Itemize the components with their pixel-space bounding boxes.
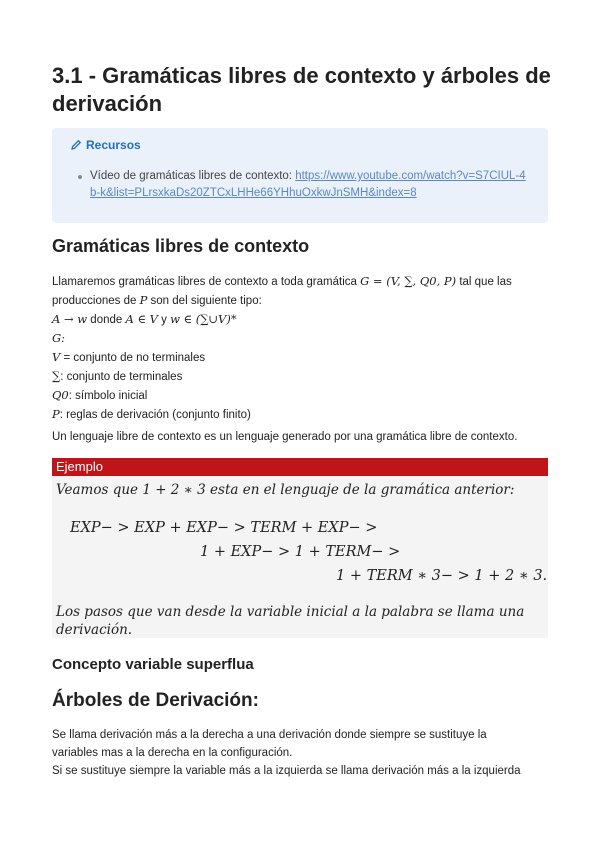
derivation-line-3: 1 + TERM ∗ 3− > 1 + 2 ∗ 3. xyxy=(336,568,548,584)
example-box xyxy=(52,458,548,638)
rule-form: A → w xyxy=(52,312,88,326)
resources-heading xyxy=(70,138,141,152)
example-conclusion-cont: derivación. xyxy=(56,622,133,638)
example-conclusion: Los pasos que van desde la variable inicial a la palabra se llama una xyxy=(56,604,525,620)
cfl-paragraph: Un lenguaje libre de contexto es un lenguaje generado por una gramática libre de contexto. xyxy=(52,431,518,443)
section-heading-gramaticas: Gramáticas libres de contexto xyxy=(52,236,310,256)
example-intro: Veamos que 1 + 2 ∗ 3 esta en el lenguaje de la gramática anterior: xyxy=(56,482,515,498)
derivation-line-1: EXP− > EXP + EXP− > TERM + EXP− > xyxy=(70,520,378,536)
page-title: 3.1 - Gramáticas libres de contexto y árboles de derivación xyxy=(52,63,551,116)
resource-item xyxy=(90,168,530,202)
section-heading-arboles: Árboles de Derivación: xyxy=(52,690,259,711)
resources-callout xyxy=(52,128,548,223)
g-label: G: xyxy=(52,331,66,345)
resource-item-label: Vídeo de gramáticas libres de contexto: xyxy=(90,170,296,182)
example-header: Ejemplo xyxy=(52,458,548,476)
derivation-line-2: 1 + EXP− > 1 + TERM− > xyxy=(200,544,401,560)
derivation-paragraph: Se llama derivación más a la derecha a una derivación donde siempre se sustituye la variables mas a la derecha en la configuración. Si se sustituye siempre la variable más a la izquierda se llama derivación más a la izquierda xyxy=(52,729,521,777)
pencil-icon xyxy=(70,139,82,151)
resources-heading-text: Recursos xyxy=(86,138,141,152)
definition-paragraph: Llamaremos gramáticas libres de contexto a toda gramática G = (V, ∑, Q0, P) tal que las producciones de P son del siguiente tipo: A → w donde A ∈ V y w ∈ (∑∪V)* G: V = conjunto de no terminales ∑: conjunto de terminales Q0: símbolo inicial P: reglas de derivación (conjunto finito) xyxy=(52,274,512,421)
youtube-link[interactable]: https://www.youtube.com/watch?v=S7CIUL-4b-k&list=PLrsxkaDs20ZTCxLHHe66YHhuOxkwJnSMH&index=8 xyxy=(90,170,526,199)
section-heading-variable-superflua: Concepto variable superflua xyxy=(52,656,254,673)
grammar-tuple: G = (V, ∑, Q0, P) xyxy=(360,274,457,288)
